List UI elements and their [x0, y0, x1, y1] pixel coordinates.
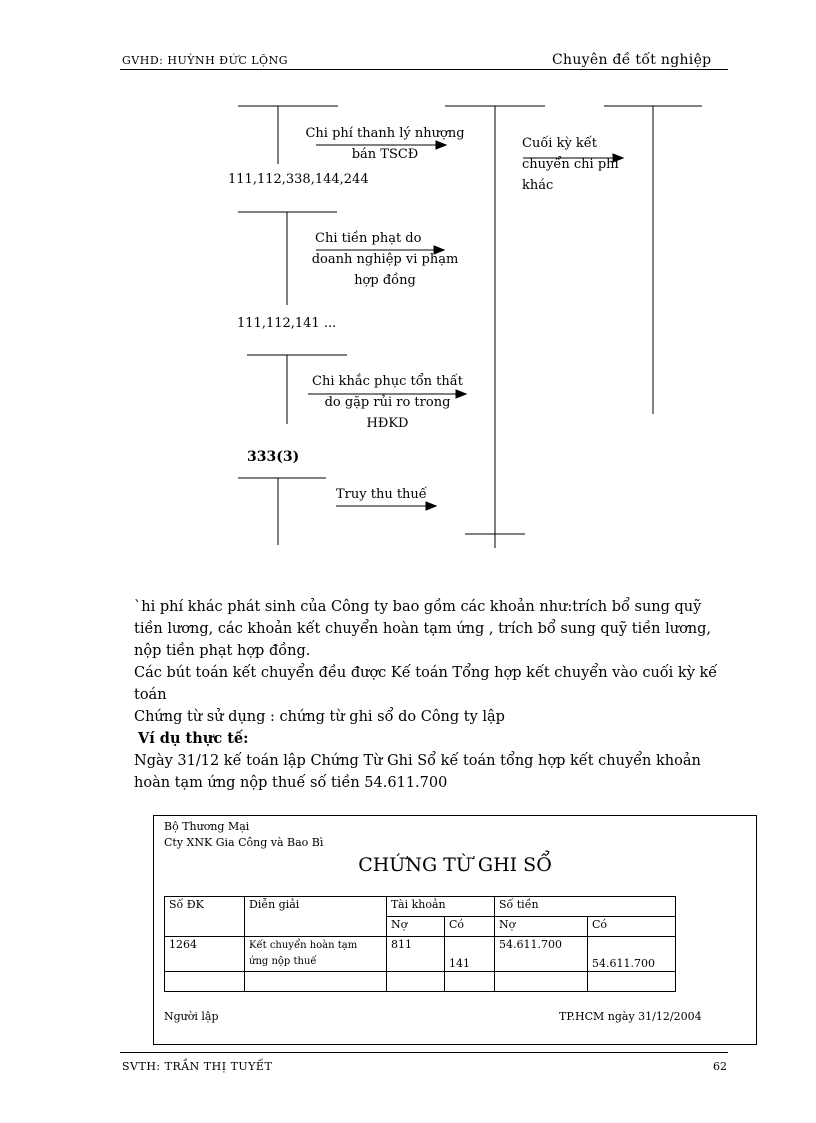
voucher-org-ministry: Bộ Thương Mại [164, 820, 250, 833]
cell-tk-no: 811 [387, 937, 445, 972]
voucher-date: TP.HCM ngày 31/12/2004 [559, 1010, 702, 1023]
arrowhead [426, 502, 436, 510]
table-header-row [165, 897, 676, 917]
page-number: 62 [713, 1060, 727, 1073]
entry-label-penalty: Chi tiền phạt do doanh nghiệp vi phạm hợp đồng [311, 231, 459, 288]
entry-label-loss: Chi khắc phục tổn thất do gặp rủi ro trong HĐKD [312, 374, 463, 431]
header-title: Chuyên đề tốt nghiệp [552, 52, 712, 68]
header-tai-khoan: Tài khoản [387, 897, 495, 917]
header-tk-no: Nợ [387, 917, 445, 937]
voucher-title: CHỨNG TỪ GHI SỔ [358, 854, 552, 876]
example-heading: Ví dụ thực tế: [138, 730, 249, 747]
table-row-empty [165, 972, 676, 992]
voucher [153, 815, 757, 1045]
header-tien-co: Có [588, 917, 676, 937]
paragraph-example: Ngày 31/12 kế toán lập Chứng Từ Ghi Sổ kế toán tổng hợp kết chuyển khoản hoàn tạm ứng nộp thuế số tiền 54.611.700 [134, 753, 701, 791]
header-tk-co: Có [445, 917, 495, 937]
paragraph-closing-entries: Các bút toán kết chuyển đều được Kế toán Tổng hợp kết chuyển vào cuối kỳ kế toán [134, 665, 718, 703]
footer-student: SVTH: TRẦN THỊ TUYẾT [122, 1060, 273, 1073]
footer-rule [120, 1052, 728, 1053]
account-disposal: 111,112,338,144,244 [228, 172, 369, 187]
header-so-tien: Số tiền [495, 897, 676, 917]
cell-tien-co: 54.611.700 [588, 937, 676, 972]
closing-label: Cuối kỳ kết chuyển chi phí khác [522, 136, 619, 193]
voucher-preparer: Người lập [164, 1010, 219, 1023]
account-penalty: 111,112,141 ... [237, 316, 337, 331]
body-text [134, 596, 734, 794]
paragraph-other-expenses: `hi phí khác phát sinh của Công ty bao gồm các khoản như:trích bổ sung quỹ tiền lương, các khoản kết chuyển hoàn tạm ứng , trích bổ sung quỹ tiền lương, nộp tiền phạt hợp đồng. [134, 599, 712, 659]
header-dien-giai: Diễn giải [245, 897, 387, 937]
cell-dien-giai: Kết chuyển hoàn tạm ứng nộp thuế [245, 937, 387, 972]
entry-label-disposal: Chi phí thanh lý nhượng bán TSCĐ [305, 126, 465, 162]
voucher-table [164, 896, 676, 992]
entry-label-tax: Truy thu thuế [336, 487, 427, 502]
cell-tien-no: 54.611.700 [495, 937, 588, 972]
voucher-org-company: Cty XNK Gia Công và Bao Bì [164, 836, 324, 849]
table-row [165, 937, 676, 972]
paragraph-documents: Chứng từ sử dụng : chứng từ ghi sổ do Công ty lập [134, 709, 505, 725]
cell-so-dk: 1264 [165, 937, 245, 972]
account-tax: 333(3) [247, 449, 300, 465]
header-advisor: GVHD: HUỲNH ĐỨC LỘNG [122, 54, 288, 67]
header-so-dk: Số ĐK [165, 897, 245, 937]
header-tien-no: Nợ [495, 917, 588, 937]
cell-tk-co: 141 [445, 937, 495, 972]
